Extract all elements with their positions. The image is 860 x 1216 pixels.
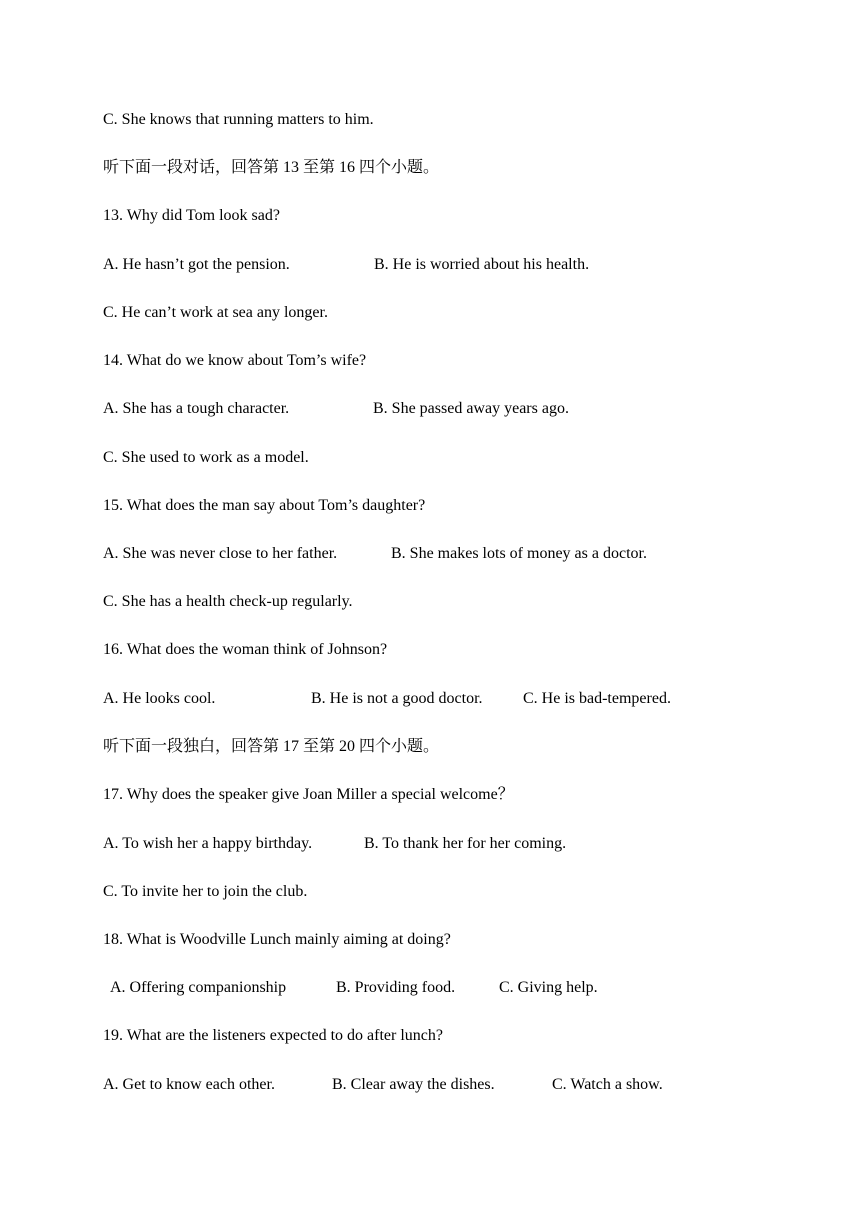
option-18a: A. Offering companionship [110,979,287,996]
option-18c: C. Giving help. [499,979,598,996]
option-14c: C. She used to work as a model. [103,449,309,466]
question-13: 13. Why did Tom look sad? [103,207,280,224]
option-13a: A. He hasn’t got the pension. [103,256,290,273]
option-16a: A. He looks cool. [103,690,216,707]
option-13c: C. He can’t work at sea any longer. [103,304,328,321]
option-14a: A. She has a tough character. [103,400,290,417]
question-14: 14. What do we know about Tom’s wife? [103,352,367,369]
question-19: 19. What are the listeners expected to do after lunch? [103,1027,444,1044]
option-15b: B. She makes lots of money as a doctor. [391,545,647,562]
question-15: 15. What does the man say about Tom’s daughter? [103,497,426,514]
option-19b: B. Clear away the dishes. [332,1076,495,1093]
option-15a: A. She was never close to her father. [103,545,338,562]
question-17: 17. Why does the speaker give Joan Miller a special welcome？ [103,786,514,803]
question-16: 16. What does the woman think of Johnson? [103,641,388,658]
option-17b: B. To thank her for her coming. [364,835,567,852]
section-instruction-13-16: 听下面一段对话，回答第 13 至第 16 四个小题。 [103,159,440,176]
question-18: 18. What is Woodville Lunch mainly aiming at doing? [103,931,451,948]
option-17a: A. To wish her a happy birthday. [103,835,313,852]
option-16c: C. He is bad-tempered. [523,690,671,707]
option-15c: C. She has a health check-up regularly. [103,593,353,610]
option-17c: C. To invite her to join the club. [103,883,308,900]
option-16b: B. He is not a good doctor. [311,690,483,707]
option-18b: B. Providing food. [336,979,456,996]
section-instruction-17-20: 听下面一段独白，回答第 17 至第 20 四个小题。 [103,738,440,755]
option-14b: B. She passed away years ago. [373,400,569,417]
option-19c: C. Watch a show. [552,1076,663,1093]
option-12c: C. She knows that running matters to him. [103,111,374,128]
option-13b: B. He is worried about his health. [374,256,590,273]
option-19a: A. Get to know each other. [103,1076,275,1093]
